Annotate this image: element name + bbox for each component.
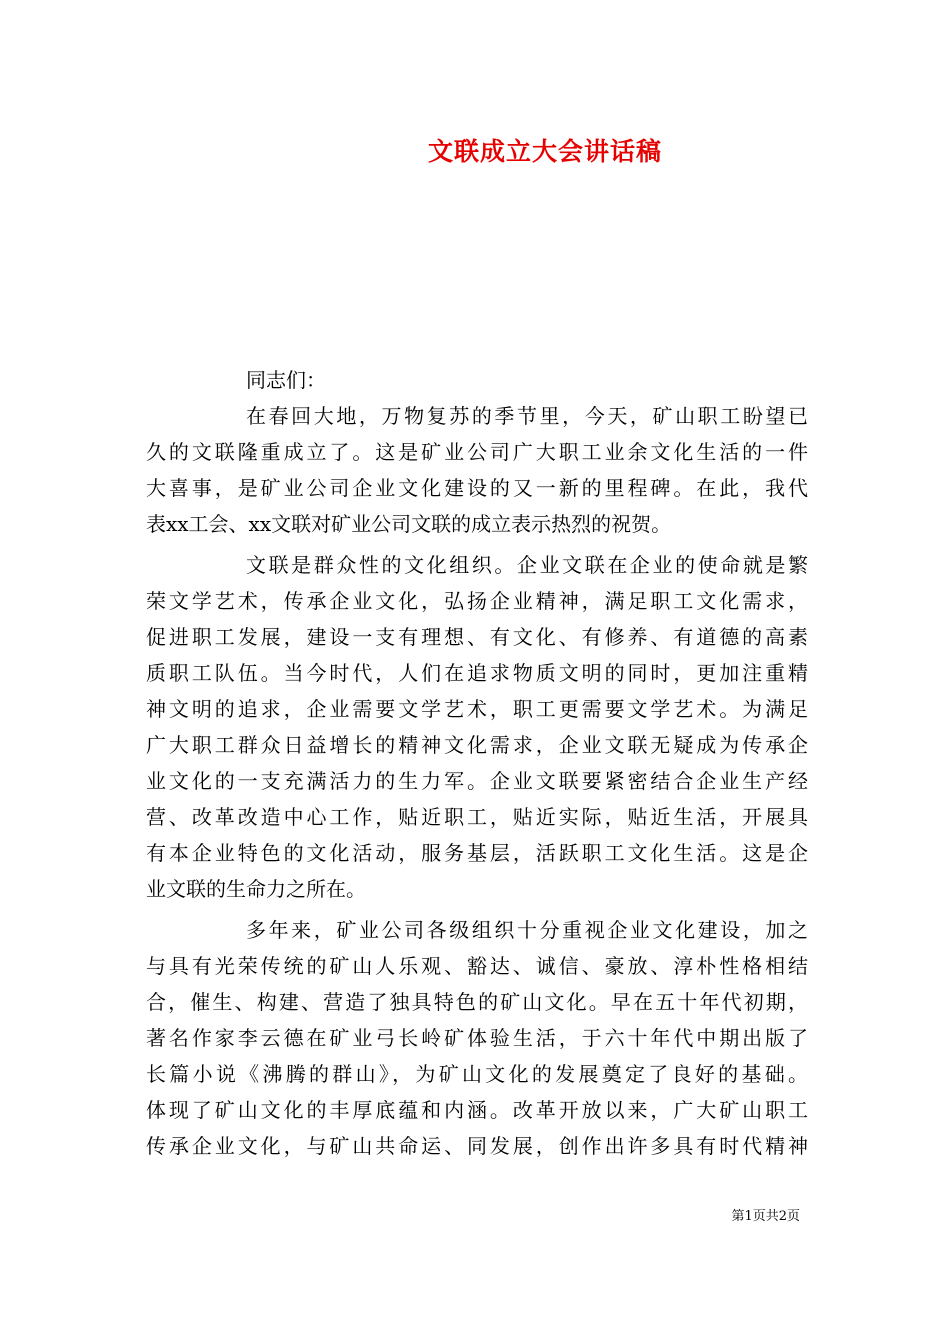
paragraph-line: 传承企业文化，与矿山共命运、同发展，创作出许多具有时代精神 [146,1134,808,1158]
paragraph [146,398,808,542]
document-title: 文联成立大会讲话稿 [427,137,662,166]
paragraph-line: 业文化的一支充满活力的生力军。企业文联要紧密结合企业生产经 [146,769,808,793]
paragraph-line: 业文联的生命力之所在。 [146,877,366,901]
paragraph-line: 神文明的追求，企业需要文学艺术，职工更需要文学艺术。为满足 [146,697,808,721]
paragraph-line: 文联是群众性的文化组织。企业文联在企业的使命就是繁 [246,553,808,577]
paragraph-list [146,398,808,1164]
paragraph-line: 在春回大地，万物复苏的季节里，今天，矿山职工盼望已 [246,404,808,428]
paragraph-line: 表xx工会、xx文联对矿业公司文联的成立表示热烈的祝贺。 [146,512,672,536]
paragraph [146,547,808,907]
paragraph-line: 促进职工发展，建设一支有理想、有文化、有修养、有道德的高素 [146,625,808,649]
paragraph-line: 久的文联隆重成立了。这是矿业公司广大职工业余文化生活的一件 [146,440,808,464]
salutation: 同志们： [246,368,326,392]
paragraph-line: 有本企业特色的文化活动，服务基层，活跃职工文化生活。这是企 [146,841,808,865]
paragraph-line: 荣文学艺术，传承企业文化，弘扬企业精神，满足职工文化需求， [146,589,808,613]
paragraph-line: 合，催生、构建、营造了独具特色的矿山文化。早在五十年代初期， [146,990,808,1014]
paragraph-line: 体现了矿山文化的丰厚底蕴和内涵。改革开放以来，广大矿山职工 [146,1098,808,1122]
paragraph-line: 营、改革改造中心工作，贴近职工，贴近实际，贴近生活，开展具 [146,805,808,829]
document-body [146,362,808,1169]
paragraph-line: 大喜事，是矿业公司企业文化建设的又一新的里程碑。在此，我代 [146,476,808,500]
paragraph-line: 长篇小说《沸腾的群山》，为矿山文化的发展奠定了良好的基础。 [146,1062,808,1086]
paragraph [146,912,808,1164]
paragraph-line: 著名作家李云德在矿业弓长岭矿体验生活，于六十年代中期出版了 [146,1026,808,1050]
page-footer: 第1页共2页 [731,1209,800,1224]
paragraph-line: 质职工队伍。当今时代，人们在追求物质文明的同时，更加注重精 [146,661,808,685]
paragraph-line: 与具有光荣传统的矿山人乐观、豁达、诚信、豪放、淳朴性格相结 [146,954,808,978]
paragraph-line: 广大职工群众日益增长的精神文化需求，企业文联无疑成为传承企 [146,733,808,757]
paragraph-line: 多年来，矿业公司各级组织十分重视企业文化建设，加之 [246,918,808,942]
